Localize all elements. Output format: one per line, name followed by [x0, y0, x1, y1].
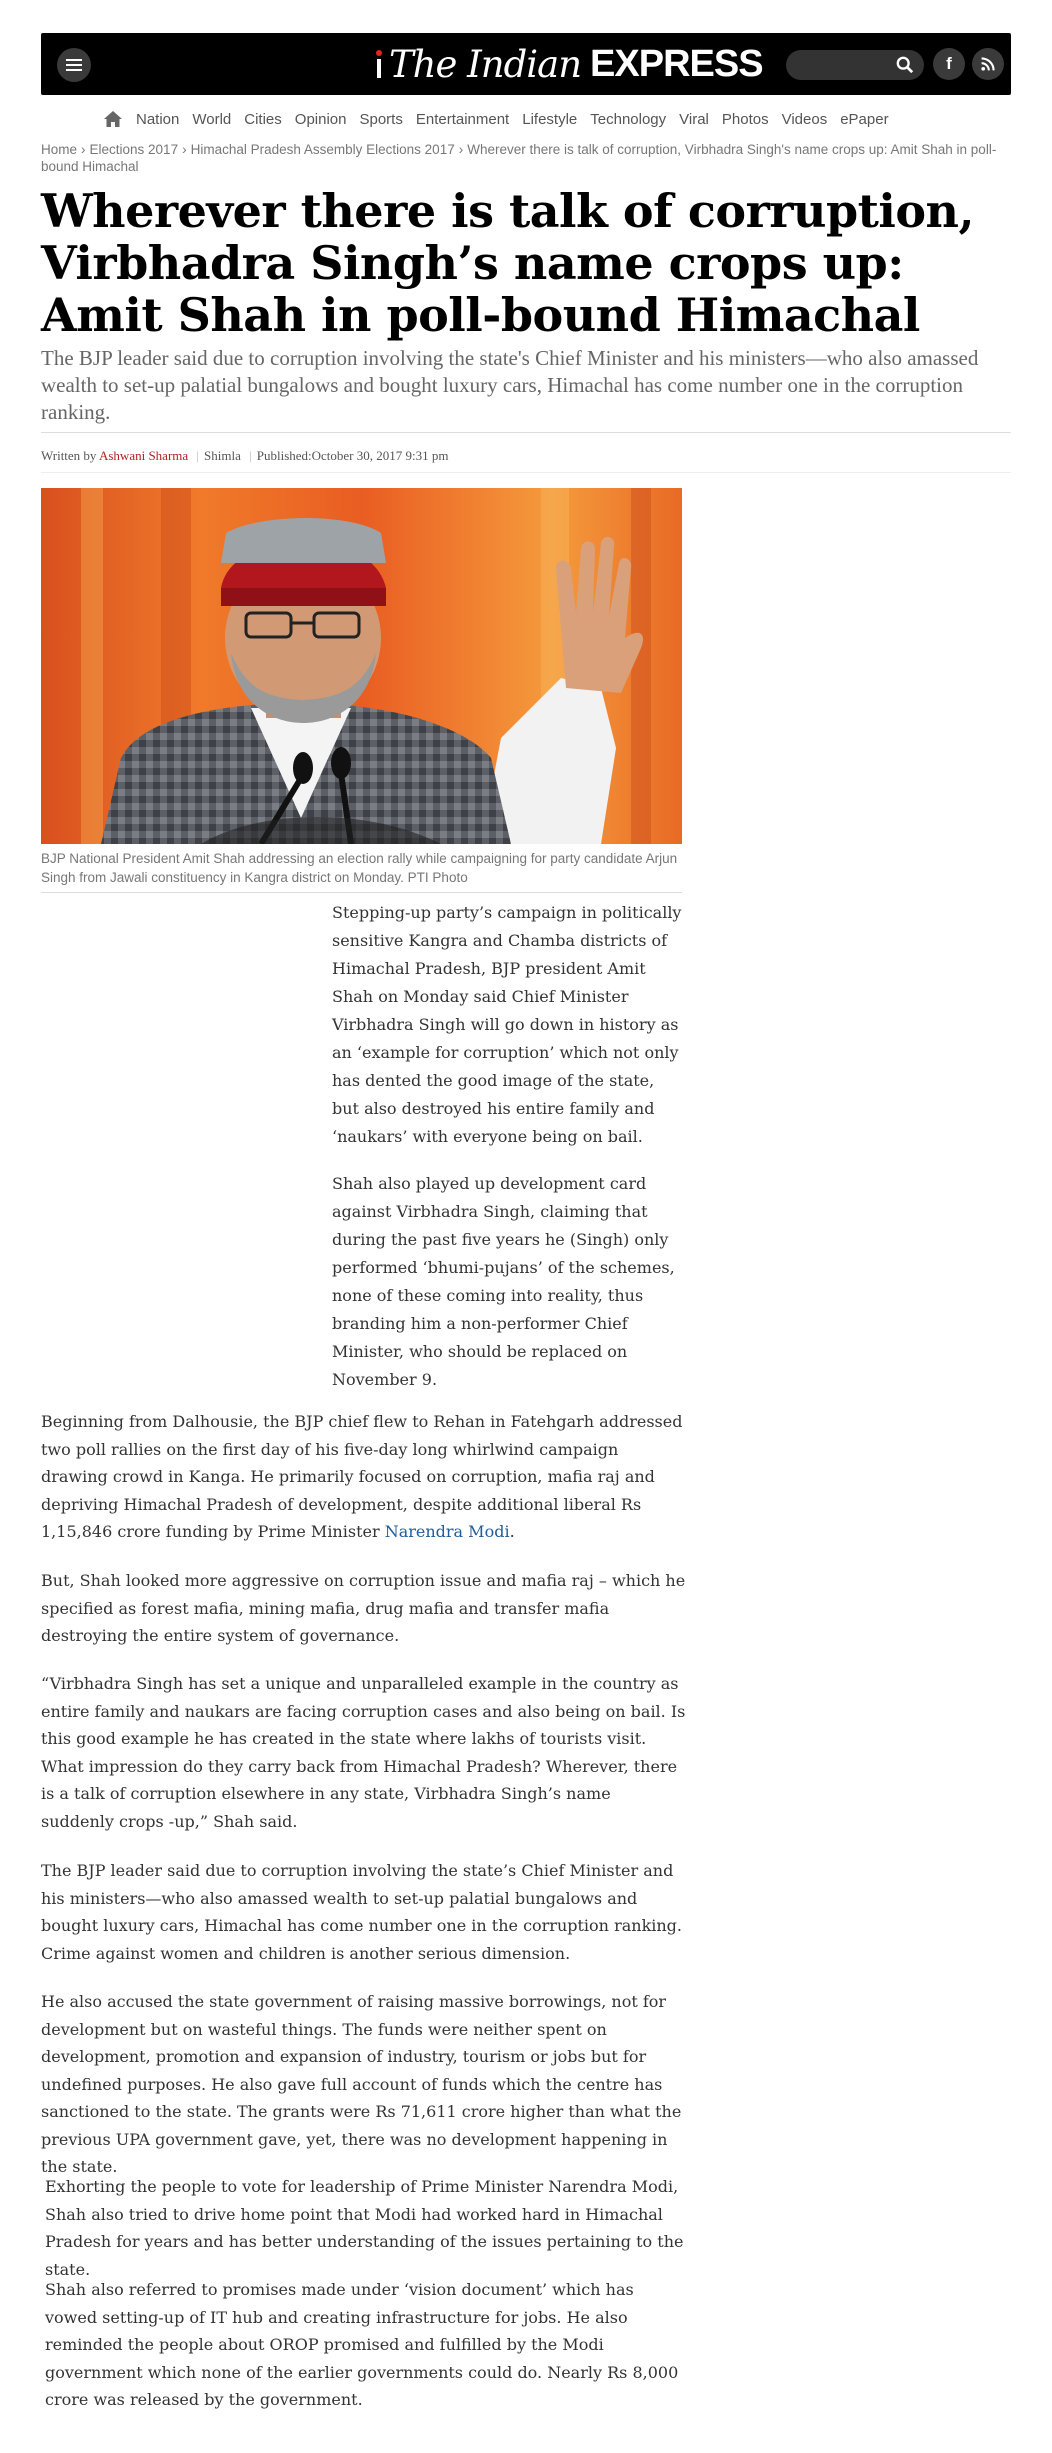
nav-item-viral[interactable]: Viral — [679, 110, 709, 128]
article-paragraph: Beginning from Dalhousie, the BJP chief flew to Rehan in Fatehgarh addressed two poll rallies on the first day of his five-day long whirlwind campaign drawing crowd in Kanga. He primarily focused on corruption, mafia raj and depriving Himachal Pradesh of development, despite additional liberal Rs 1,15,846 crore funding by Prime Minister Narendra Modi. — [41, 1412, 683, 1541]
byline-written-by: Written by — [41, 448, 97, 463]
menu-icon[interactable] — [57, 48, 91, 82]
divider — [41, 472, 1011, 473]
article-paragraph: The BJP leader said due to corruption involving the state’s Chief Minister and his ministers—who also amassed wealth to set-up palatial bungalows and bought luxury cars, Himachal has come number one in the corruption ranking. Crime against women and children is another serious dimension. — [41, 1861, 683, 1963]
byline-published: Published:October 30, 2017 9:31 pm — [256, 448, 449, 463]
lead-photo-illustration — [41, 488, 682, 844]
nav-item-videos[interactable]: Videos — [781, 110, 828, 128]
article-paragraph: But, Shah looked more aggressive on corruption issue and mafia raj – which he specified as forest mafia, mining mafia, drug mafia and transfer mafia destroying the entire system of governance. — [41, 1571, 686, 1645]
home-icon[interactable] — [103, 110, 123, 128]
nav-item-world[interactable]: World — [192, 110, 232, 128]
article-paragraph: He also accused the state government of raising massive borrowings, not for development but on wasteful things. The funds were neither spent on development, promotion and expansion of industry, tourism or jobs but for undefined purposes. He also gave full account of funds which the centre has sanctioned to the state. The grants were Rs 71,611 crore higher than what the previous UPA government gave, yet, there was no development happening in the state. — [41, 1992, 682, 2176]
logo-mark-icon — [375, 50, 383, 78]
nav-item-technology[interactable]: Technology — [590, 110, 667, 128]
article-synopsis: The BJP leader said due to corruption involving the state's Chief Minister and his ministers—who also amassed wealth to set-up palatial bungalows and bought luxury cars, Himachal has come number one in the corruption ranking. — [41, 346, 979, 424]
facebook-icon[interactable]: f — [933, 48, 965, 80]
article-paragraph: “Virbhadra Singh has set a unique and unparalleled example in the country as entire family and naukars are facing corruption cases and also being on bail. Is this good example he has created in the state where lakhs of tourists visit. What impression do they carry back from Himachal Pradesh? Wherever, there is a talk of corruption elsewhere in any state, Virbhadra Singh’s name suddenly crops -up,” Shah said. — [41, 1674, 686, 1831]
site-header — [41, 33, 1011, 95]
nav-item-opinion[interactable]: Opinion — [294, 110, 347, 128]
main-nav — [103, 108, 902, 130]
byline-location: Shimla — [204, 448, 241, 463]
search-icon[interactable] — [896, 56, 914, 74]
breadcrumb-himachal[interactable]: Himachal Pradesh Assembly Elections 2017 — [190, 142, 455, 157]
breadcrumb-home[interactable]: Home — [41, 142, 78, 157]
breadcrumb-current: Wherever there is talk of corruption, Virbhadra Singh's name crops up: Amit Shah in poll-bound Himachal — [41, 142, 997, 174]
nav-item-photos[interactable]: Photos — [721, 110, 769, 128]
article-paragraph: Exhorting the people to vote for leadership of Prime Minister Narendra Modi, Shah also tried to drive home point that Modi had worked hard in Himachal Pradesh for years and has better understanding of the issues pertaining to the state. — [45, 2177, 684, 2279]
nav-item-epaper[interactable]: ePaper — [840, 110, 889, 128]
site-logo[interactable] — [375, 41, 775, 87]
nav-item-lifestyle[interactable]: Lifestyle — [522, 110, 578, 128]
article-paragraph: Stepping-up party’s campaign in politically sensitive Kangra and Chamba districts of Himachal Pradesh, BJP president Amit Shah on Monday said Chief Minister Virbhadra Singh will go down in history as an ‘example for corruption’ which not only has dented the good image of the state, but also destroyed his entire family and ‘naukars’ with everyone being on bail. — [332, 903, 682, 1146]
byline: Written by Ashwani Sharma | Shimla | Published:October 30, 2017 9:31 pm — [41, 448, 449, 463]
search-input[interactable] — [786, 50, 924, 80]
nav-item-cities[interactable]: Cities — [244, 110, 282, 128]
rss-icon[interactable] — [972, 48, 1004, 80]
nav-item-entertainment[interactable]: Entertainment — [415, 110, 510, 128]
logo-text-the: The Indian — [389, 42, 582, 86]
narendra-modi-link[interactable]: Narendra Modi — [384, 1522, 510, 1541]
divider — [41, 892, 682, 893]
article-paragraph: Shah also played up development card against Virbhadra Singh, claiming that during the past five years he (Singh) only performed ‘bhumi-pujans’ of the schemes, none of these coming into reality, thus branding him a non-performer Chief Minister, who should be replaced on November 9. — [332, 1174, 675, 1389]
nav-item-sports[interactable]: Sports — [359, 110, 403, 128]
author-link[interactable]: Ashwani Sharma — [98, 448, 189, 463]
article-paragraph-text: Beginning from Dalhousie, the BJP chief flew to Rehan in Fatehgarh addressed two poll rallies on the first day of his five-day long whirlwind campaign drawing crowd in Kanga. He primarily focused on corruption, mafia raj and depriving Himachal Pradesh of development, despite additional liberal Rs 1,15,846 crore funding by Prime Minister — [41, 1412, 683, 1541]
divider — [41, 432, 1011, 433]
lead-photo — [41, 488, 682, 844]
breadcrumb: Home › Elections 2017 › Himachal Pradesh Assembly Elections 2017 › Wherever there is talk of corruption, Virbhadra Singh's name crops up: Amit Shah in poll-bound Himachal — [41, 142, 997, 174]
article-headline: Wherever there is talk of corruption, Virbhadra Singh’s name crops up: Amit Shah in poll-bound Himachal — [41, 184, 975, 342]
logo-text-express: EXPRESS — [590, 42, 763, 85]
breadcrumb-elections[interactable]: Elections 2017 — [89, 142, 179, 157]
article-paragraph: Shah also referred to promises made under ‘vision document’ which has vowed setting-up of IT hub and creating infrastructure for jobs. He also reminded the people about OROP promised and fulfilled by the Modi government which none of the earlier governments could do. Nearly Rs 8,000 crore was released by the government. — [45, 2280, 679, 2409]
photo-caption: BJP National President Amit Shah addressing an election rally while campaigning for party candidate Arjun Singh from Jawali constituency in Kangra district on Monday. PTI Photo — [41, 851, 678, 885]
nav-item-nation[interactable]: Nation — [136, 110, 180, 128]
